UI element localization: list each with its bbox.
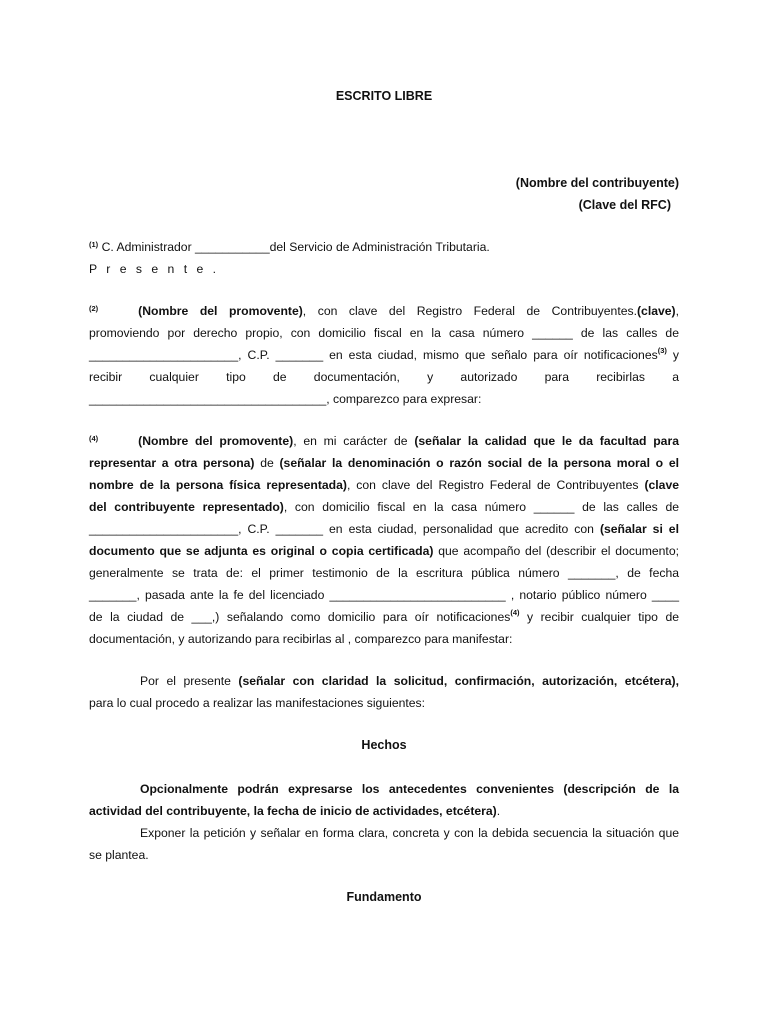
bold-instruction: (señalar la calidad que le da facultad para (414, 434, 679, 448)
request-line2: para lo cual procedo a realizar las manifestaciones siguientes: (89, 696, 426, 710)
footnote-ref: (4) (510, 608, 520, 617)
paragraph4-line5 (89, 518, 679, 540)
paragraph-text: de la ciudad de ___,) señalando como domicilio para oír notificaciones (89, 610, 511, 624)
facts-p2-line1: Exponer la petición y señalar en forma clara, concreta y con la debida secuencia la situación que (140, 826, 679, 840)
facts-p1-line1 (89, 778, 679, 800)
bold-instruction: (señalar con claridad la solicitud, confirmación, autorización, etcétera), (238, 674, 679, 688)
paragraph-text: , (675, 304, 679, 318)
paragraph4-line1 (89, 430, 679, 452)
facts-p2-line2: se plantea. (89, 848, 149, 862)
bold-instruction: actividad del contribuyente, la fecha de inicio de actividades, etcétera) (89, 804, 497, 818)
promovente-name: (Nombre del promovente) (138, 434, 294, 448)
greeting-line (89, 236, 679, 258)
paragraph4-line8: _______, pasada ante la fe del licenciado __________________________ , notario público número ____ (89, 588, 679, 602)
paragraph-text: , con clave del Registro Federal de Contribuyentes. (302, 304, 637, 318)
paragraph-text: que acompaño del (describir el documento; (433, 544, 679, 558)
basis-heading: Fundamento (346, 890, 422, 904)
paragraph2-line3 (89, 344, 679, 366)
paragraph2-line4: recibir cualquier tipo de documentación, y autorizado para recibirlas a (89, 370, 679, 384)
bold-instruction: representar a otra persona) (89, 456, 255, 470)
promovente-name: (Nombre del promovente) (138, 304, 303, 318)
paragraph4-line10: documentación, y autorizando para recibirlas al , comparezco para manifestar: (89, 632, 513, 646)
taxpayer-name: (Nombre del contribuyente) (515, 176, 679, 190)
bold-instruction: (clave (644, 478, 679, 492)
paragraph-text: . (496, 804, 501, 818)
paragraph-text: , con domicilio fiscal en la casa número ______ de las calles de (283, 500, 680, 514)
bold-instruction: (señalar la denominación o razón social de la persona moral o el (279, 456, 679, 470)
paragraph2-line1 (89, 300, 679, 322)
document-title: ESCRITO LIBRE (335, 89, 433, 103)
rfc-placeholder: (clave) (636, 304, 676, 318)
paragraph2-line5: ___________________________________, comparezco para expresar: (89, 392, 482, 406)
paragraph4-line4 (89, 496, 679, 518)
presente-line: P r e s e n t e . (89, 262, 220, 276)
bold-instruction: del contribuyente representado) (89, 500, 284, 514)
paragraph4-line7: generalmente se trata de: el primer testimonio de la escritura pública número _______, de fecha (89, 566, 679, 580)
facts-p1-line2 (89, 800, 679, 822)
paragraph4-line6 (89, 540, 679, 562)
request-line1 (89, 670, 679, 692)
paragraph-text: de (254, 456, 280, 470)
paragraph2-line2: promoviendo por derecho propio, con domicilio fiscal en la casa número ______ de las calles de (89, 326, 679, 340)
paragraph4-line3 (89, 474, 679, 496)
paragraph-text: ______________________, C.P. _______ en esta ciudad, personalidad que acredito con (89, 522, 600, 536)
paragraph-text: , en mi carácter de (293, 434, 415, 448)
paragraph-text: y recibir cualquier tipo de (519, 610, 679, 624)
paragraph-text: ______________________, C.P. _______ en esta ciudad, mismo que señalo para oír notificaciones (89, 348, 658, 362)
greeting-text: C. Administrador ___________del Servicio de Administración Tributaria. (101, 240, 490, 254)
bold-instruction: Opcionalmente podrán expresarse los antecedentes convenientes (descripción de la (140, 782, 679, 796)
paragraph4-line2 (89, 452, 679, 474)
footnote-ref: (3) (657, 346, 667, 355)
bold-instruction: nombre de la persona física representada) (89, 478, 347, 492)
facts-heading: Hechos (361, 738, 407, 752)
footnote-ref: (4) (89, 434, 99, 443)
paragraph-text: y (666, 348, 679, 362)
bold-instruction: documento que se adjunta es original o copia certificada) (89, 544, 434, 558)
paragraph4-line9 (89, 606, 679, 628)
rfc-key: (Clave del RFC) (578, 198, 671, 212)
footnote-ref: (1) (89, 240, 99, 249)
footnote-ref: (2) (89, 304, 99, 313)
bold-instruction: (señalar si el (599, 522, 679, 536)
paragraph-text: , con clave del Registro Federal de Contribuyentes (346, 478, 645, 492)
paragraph-text: Por el presente (140, 674, 239, 688)
